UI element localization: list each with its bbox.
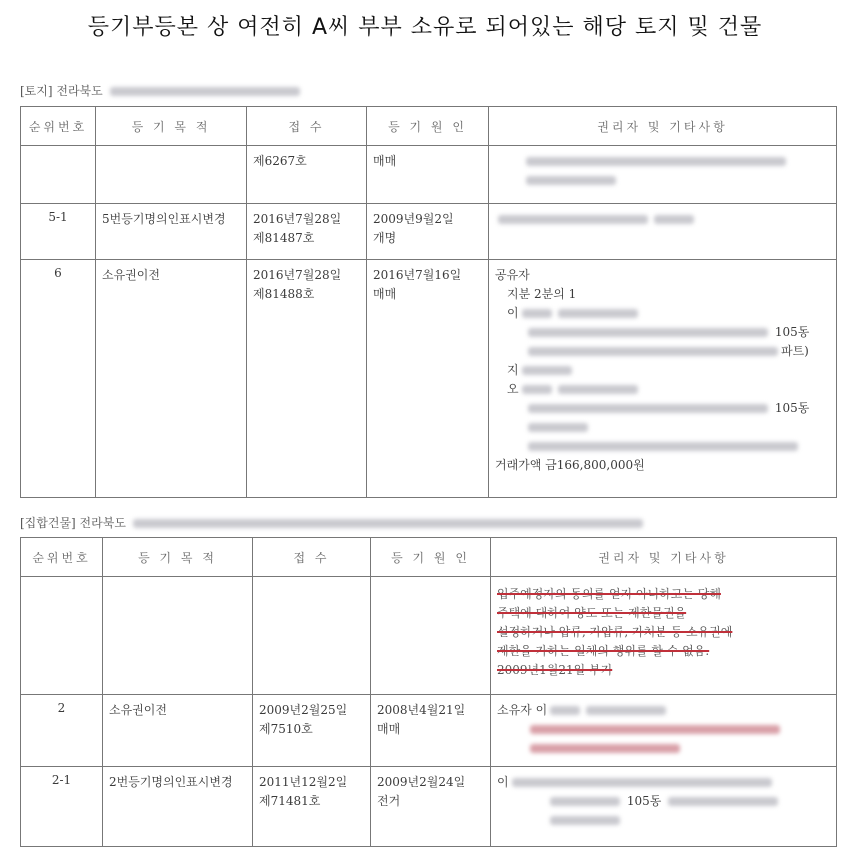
rights-cell <box>489 260 837 498</box>
cause-text: 매매 <box>373 287 397 301</box>
building-register-table <box>20 537 837 847</box>
table-row <box>21 260 837 498</box>
rank-cell <box>21 577 103 695</box>
table-row <box>21 204 837 260</box>
redacted-text <box>528 423 588 432</box>
share-text: 지분 2분의 1 <box>507 287 577 301</box>
receipt-date: 2016년7월28일 <box>253 268 342 282</box>
cause-cell <box>371 695 491 767</box>
receipt-date: 2011년12월2일 <box>259 775 348 789</box>
receipt-cell: 제6267호 <box>247 146 367 204</box>
cause-cell: 매매 <box>367 146 489 204</box>
redacted-text <box>522 309 552 318</box>
table-row <box>21 695 837 767</box>
rights-cell <box>491 767 837 847</box>
rights-cell <box>489 204 837 260</box>
land-section-label <box>20 82 303 99</box>
cause-date: 2009년2월24일 <box>377 775 466 789</box>
rights-cell <box>491 695 837 767</box>
receipt-number: 제81487호 <box>253 231 315 245</box>
col-rights: 권리자 및 기타사항 <box>491 538 837 577</box>
receipt-cell <box>253 767 371 847</box>
holder2-initial: 오 <box>507 382 519 396</box>
purpose-cell: 소유권이전 <box>103 695 253 767</box>
redacted-text <box>526 157 786 166</box>
redacted-text <box>522 385 552 394</box>
share2-initial: 지 <box>507 363 519 377</box>
col-receipt: 접 수 <box>253 538 371 577</box>
cause-cell <box>371 767 491 847</box>
receipt-cell <box>253 577 371 695</box>
rank-cell: 6 <box>21 260 96 498</box>
rank-cell: 5-1 <box>21 204 96 260</box>
redacted-text <box>550 706 580 715</box>
table-row <box>21 767 837 847</box>
redacted-text <box>528 347 778 356</box>
purpose-cell: 5번등기명의인표시변경 <box>96 204 247 260</box>
redacted-text <box>528 404 768 413</box>
redacted-text <box>528 442 798 451</box>
redacted-address <box>110 87 300 96</box>
cause-text: 전거 <box>377 794 401 808</box>
cause-date: 2009년9월2일 <box>373 212 454 226</box>
receipt-cell <box>247 204 367 260</box>
receipt-date: 2009년2월25일 <box>259 703 348 717</box>
redacted-text <box>654 215 694 224</box>
receipt-number: 제71481호 <box>259 794 321 808</box>
struck-line: 입주예정자의 동의를 얻지 아니하고는 당해 <box>497 587 721 601</box>
struck-line: 주택에 대하여 양도 또는 제한물권을 <box>497 606 687 620</box>
receipt-number: 제81488호 <box>253 287 315 301</box>
building-section-label <box>20 514 646 531</box>
col-cause: 등 기 원 인 <box>367 107 489 146</box>
redacted-text <box>526 176 616 185</box>
receipt-cell <box>247 260 367 498</box>
purpose-cell <box>96 146 247 204</box>
holder1-initial: 이 <box>507 306 519 320</box>
co-owner-title: 공유자 <box>495 268 530 282</box>
rights-cell <box>489 146 837 204</box>
table-row <box>21 146 837 204</box>
redacted-text <box>668 797 778 806</box>
owner-text: 소유자 이 <box>497 703 548 717</box>
cause-text: 개명 <box>373 231 397 245</box>
rank-cell: 2 <box>21 695 103 767</box>
struck-line: 제한을 가하는 일체의 행위를 할 수 없음. <box>497 644 710 658</box>
struck-line: 2009년1월21일 부기 <box>497 663 613 677</box>
land-register-table <box>20 106 837 498</box>
cause-text: 매매 <box>377 722 401 736</box>
apt-text: 파트) <box>781 344 809 358</box>
building-label-text: [집합건물] 전라북도 <box>20 516 126 530</box>
col-rank: 순위번호 <box>21 107 96 146</box>
redacted-text <box>528 328 768 337</box>
redacted-text <box>530 725 780 734</box>
redacted-text <box>550 797 620 806</box>
dong-text: 105동 <box>626 794 662 808</box>
purpose-cell: 소유권이전 <box>96 260 247 498</box>
price-text: 거래가액 금166,800,000원 <box>495 458 645 472</box>
redacted-text <box>530 744 680 753</box>
building-header-row <box>21 538 837 577</box>
receipt-date: 2016년7월28일 <box>253 212 342 226</box>
cause-date: 2008년4월21일 <box>377 703 466 717</box>
redacted-address <box>133 519 643 528</box>
col-rights: 권리자 및 기타사항 <box>489 107 837 146</box>
redacted-text <box>498 215 648 224</box>
redacted-text <box>550 816 620 825</box>
cause-cell <box>367 204 489 260</box>
receipt-cell <box>253 695 371 767</box>
purpose-cell <box>103 577 253 695</box>
table-row <box>21 577 837 695</box>
struck-line: 설정하거나 압류, 가압류, 가처분 등 소유권에 <box>497 625 733 639</box>
col-purpose: 등 기 목 적 <box>103 538 253 577</box>
col-receipt: 접 수 <box>247 107 367 146</box>
rank-cell <box>21 146 96 204</box>
redacted-text <box>512 778 772 787</box>
land-label-text: [토지] 전라북도 <box>20 84 103 98</box>
redacted-text <box>558 309 638 318</box>
purpose-cell: 2번등기명의인표시변경 <box>103 767 253 847</box>
redacted-text <box>586 706 666 715</box>
cause-date: 2016년7월16일 <box>373 268 462 282</box>
cause-cell <box>371 577 491 695</box>
headline: 등기부등본 상 여전히 A씨 부부 소유로 되어있는 해당 토지 및 건물 <box>87 15 763 40</box>
dong2-text: 105동 <box>774 401 810 415</box>
redacted-text <box>558 385 638 394</box>
rights-cell <box>491 577 837 695</box>
redacted-text <box>522 366 572 375</box>
col-cause: 등 기 원 인 <box>371 538 491 577</box>
receipt-number: 제7510호 <box>259 722 313 736</box>
cause-cell <box>367 260 489 498</box>
dong1-text: 105동 <box>774 325 810 339</box>
holder-initial: 이 <box>497 775 509 789</box>
col-purpose: 등 기 목 적 <box>96 107 247 146</box>
col-rank: 순위번호 <box>21 538 103 577</box>
land-header-row <box>21 107 837 146</box>
rank-cell: 2-1 <box>21 767 103 847</box>
